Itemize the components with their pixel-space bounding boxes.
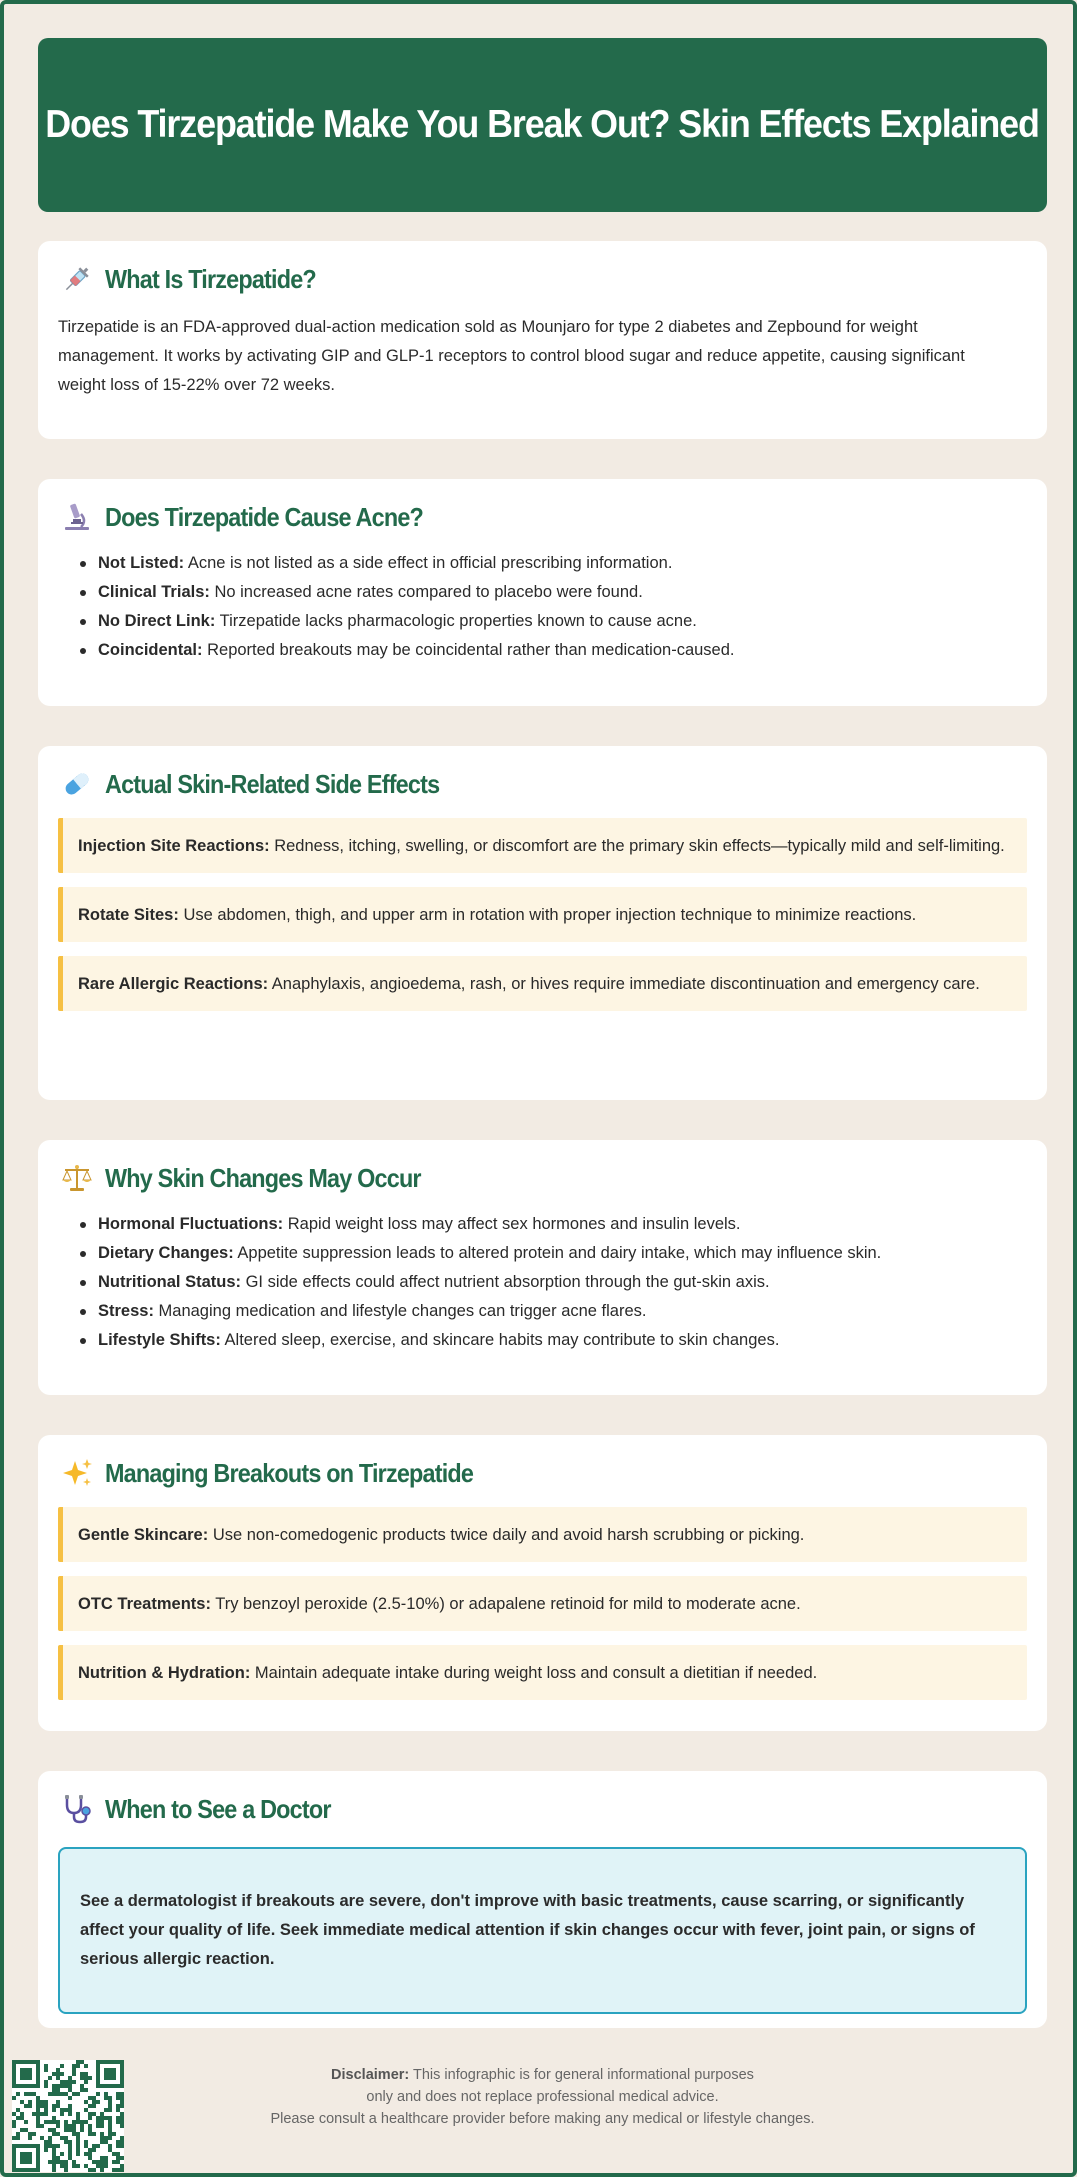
sparkles-icon (59, 1455, 95, 1491)
disclaimer-line: only and does not replace professional medical advice. (366, 2089, 719, 2105)
page-title: Does Tirzepatide Make You Break Out? Skin Effects Explained (45, 103, 1040, 146)
microscope-icon (59, 499, 95, 535)
list-item: No Direct Link: Tirzepatide lacks pharmacologic properties known to cause acne. (78, 607, 1027, 636)
section-title: Actual Skin-Related Side Effects (105, 768, 440, 799)
list-item: Stress: Managing medication and lifestyle changes can trigger acne flares. (78, 1297, 1027, 1326)
note-injection-site: Injection Site Reactions: Redness, itching, swelling, or discomfort are the primary skin effects—typically mild and self-limiting. (58, 818, 1027, 873)
disclaimer-line: This infographic is for general informational purposes (409, 2067, 754, 2083)
card-managing (38, 1435, 1047, 1731)
pill-icon (59, 766, 95, 802)
section-title: What Is Tirzepatide? (105, 263, 316, 294)
list-item: Hormonal Fluctuations: Rapid weight loss may affect sex hormones and insulin levels. (78, 1210, 1027, 1239)
section-title: When to See a Doctor (105, 1793, 331, 1824)
section-title: Does Tirzepatide Cause Acne? (105, 501, 424, 532)
syringe-icon (59, 261, 95, 297)
stethoscope-icon (59, 1791, 95, 1827)
list-item: Nutritional Status: GI side effects could affect nutrient absorption through the gut-skin axis. (78, 1268, 1027, 1297)
list-item: Not Listed: Acne is not listed as a side effect in official prescribing information. (78, 549, 1027, 578)
acne-list (58, 549, 1027, 665)
card-cause-acne (38, 479, 1047, 706)
disclaimer (4, 2064, 1077, 2130)
note-nutrition-hydration: Nutrition & Hydration: Maintain adequate intake during weight loss and consult a dietitian if needed. (58, 1645, 1027, 1700)
note-allergic-reactions: Rare Allergic Reactions: Anaphylaxis, angioedema, rash, or hives require immediate discontinuation and emergency care. (58, 956, 1027, 1011)
list-item: Dietary Changes: Appetite suppression leads to altered protein and dairy intake, which may influence skin. (78, 1239, 1027, 1268)
section-title: Why Skin Changes May Occur (105, 1162, 421, 1193)
disclaimer-label: Disclaimer: (331, 2067, 410, 2083)
list-item: Clinical Trials: No increased acne rates compared to placebo were found. (78, 578, 1027, 607)
page-header (38, 38, 1047, 212)
card-side-effects (38, 746, 1047, 1100)
card-what-is (38, 241, 1047, 439)
list-item: Coincidental: Reported breakouts may be coincidental rather than medication-caused. (78, 636, 1027, 665)
note-otc-treatments: OTC Treatments: Try benzoyl peroxide (2.5-10%) or adapalene retinoid for mild to moderate acne. (58, 1576, 1027, 1631)
doctor-alert-box: See a dermatologist if breakouts are severe, don't improve with basic treatments, cause scarring, or significantly affect your quality of life. Seek immediate medical attention if skin changes occur with fever, joint pain, or signs of serious allergic reaction. (58, 1847, 1027, 2014)
why-list (58, 1210, 1027, 1355)
card-see-doctor (38, 1771, 1047, 2028)
note-rotate-sites: Rotate Sites: Use abdomen, thigh, and upper arm in rotation with proper injection technique to minimize reactions. (58, 887, 1027, 942)
list-item: Lifestyle Shifts: Altered sleep, exercise, and skincare habits may contribute to skin changes. (78, 1326, 1027, 1355)
disclaimer-line: Please consult a healthcare provider before making any medical or lifestyle changes. (270, 2111, 815, 2127)
card-why-changes (38, 1140, 1047, 1395)
section-title: Managing Breakouts on Tirzepatide (105, 1457, 474, 1488)
scales-icon (59, 1160, 95, 1196)
note-gentle-skincare: Gentle Skincare: Use non-comedogenic products twice daily and avoid harsh scrubbing or picking. (58, 1507, 1027, 1562)
section-body: Tirzepatide is an FDA-approved dual-action medication sold as Mounjaro for type 2 diabetes and Zepbound for weight management. It works by activating GIP and GLP-1 receptors to control blood sugar and reduce appetite, causing significant weight loss of 15-22% over 72 weeks. (58, 318, 965, 394)
